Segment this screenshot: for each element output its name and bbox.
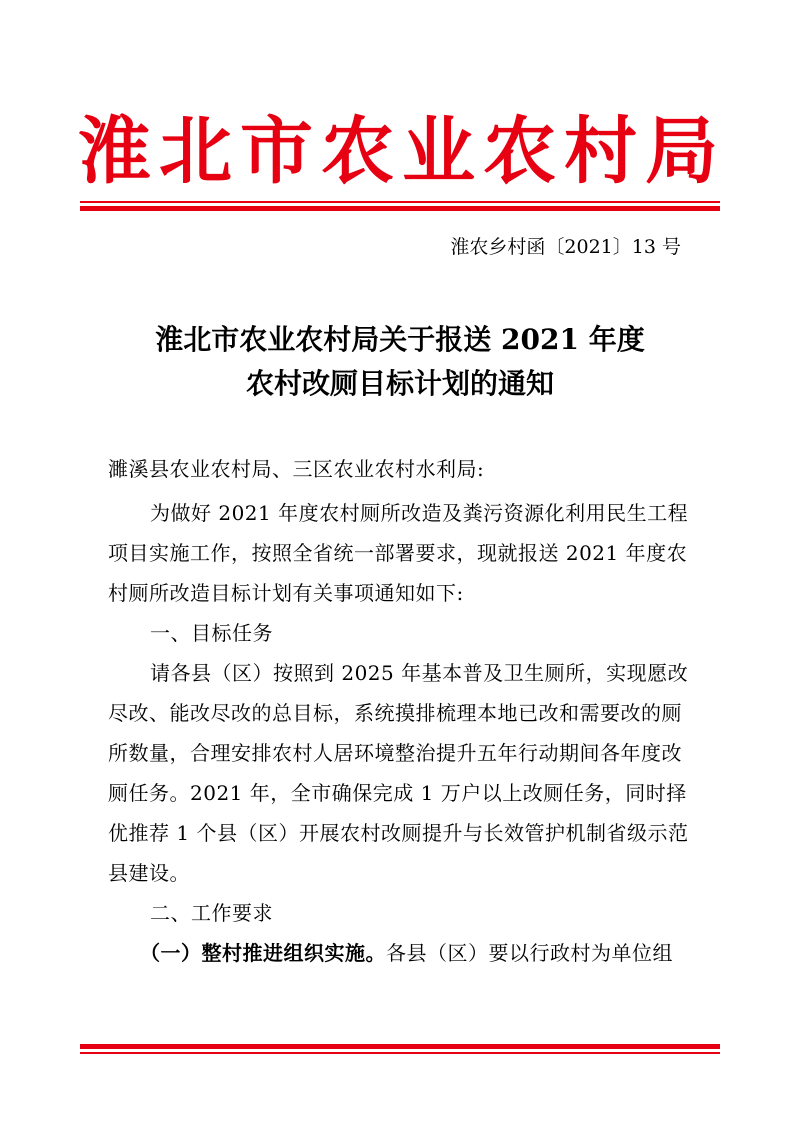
intro-line: 项目实施工作，按照全省统一部署要求，现就报送 2021 年度农 bbox=[108, 541, 688, 565]
section-1-line: 所数量，合理安排农村人居环境整治提升五年行动期间各年度改 bbox=[108, 741, 682, 765]
section-2-subsection-1 bbox=[140, 937, 730, 966]
intro-line: 为做好 2021 年度农村厕所改造及粪污资源化利用民生工程 bbox=[150, 501, 689, 525]
section-1-line: 厕任务。2021 年，全市确保完成 1 万户以上改厕任务，同时择 bbox=[108, 781, 687, 805]
masthead-char: 市 bbox=[240, 108, 313, 194]
top-divider-thick bbox=[80, 206, 720, 211]
document-title-line-2: 农村改厕目标计划的通知 bbox=[245, 367, 554, 400]
masthead-char: 业 bbox=[402, 108, 475, 194]
subsection-text: 各县（区）要以行政村为单位组 bbox=[386, 941, 673, 965]
masthead-char: 淮 bbox=[78, 108, 151, 194]
section-1-heading: 一、目标任务 bbox=[150, 621, 273, 645]
subsection-label: （一）整村推进组织实施。 bbox=[140, 941, 386, 965]
bottom-divider-thick bbox=[80, 1044, 720, 1049]
section-1-line: 优推荐 1 个县（区）开展农村改厕提升与长效管护机制省级示范 bbox=[108, 821, 689, 845]
section-1-line: 县建设。 bbox=[108, 861, 190, 885]
intro-line: 村厕所改造目标计划有关事项通知如下: bbox=[108, 581, 464, 605]
masthead-char: 北 bbox=[159, 108, 232, 194]
section-1-line: 尽改、能改尽改的总目标，系统摸排梳理本地已改和需要改的厕 bbox=[108, 701, 682, 725]
masthead-title bbox=[78, 106, 718, 196]
section-1-line: 请各县（区）按照到 2025 年基本普及卫生厕所，实现愿改 bbox=[150, 661, 689, 685]
addressee: 濉溪县农业农村局、三区农业农村水利局: bbox=[108, 457, 485, 481]
masthead-char: 村 bbox=[564, 108, 637, 194]
masthead-char: 局 bbox=[645, 108, 718, 194]
top-divider-thin bbox=[80, 201, 720, 203]
bottom-divider-thin bbox=[80, 1052, 720, 1054]
document-title-line-1: 淮北市农业农村局关于报送 2021 年度 bbox=[155, 323, 645, 356]
masthead-char: 农 bbox=[321, 108, 394, 194]
document-number: 淮农乡村函〔2021〕13 号 bbox=[450, 236, 681, 258]
masthead-char: 农 bbox=[483, 108, 556, 194]
section-2-heading: 二、工作要求 bbox=[150, 901, 273, 925]
